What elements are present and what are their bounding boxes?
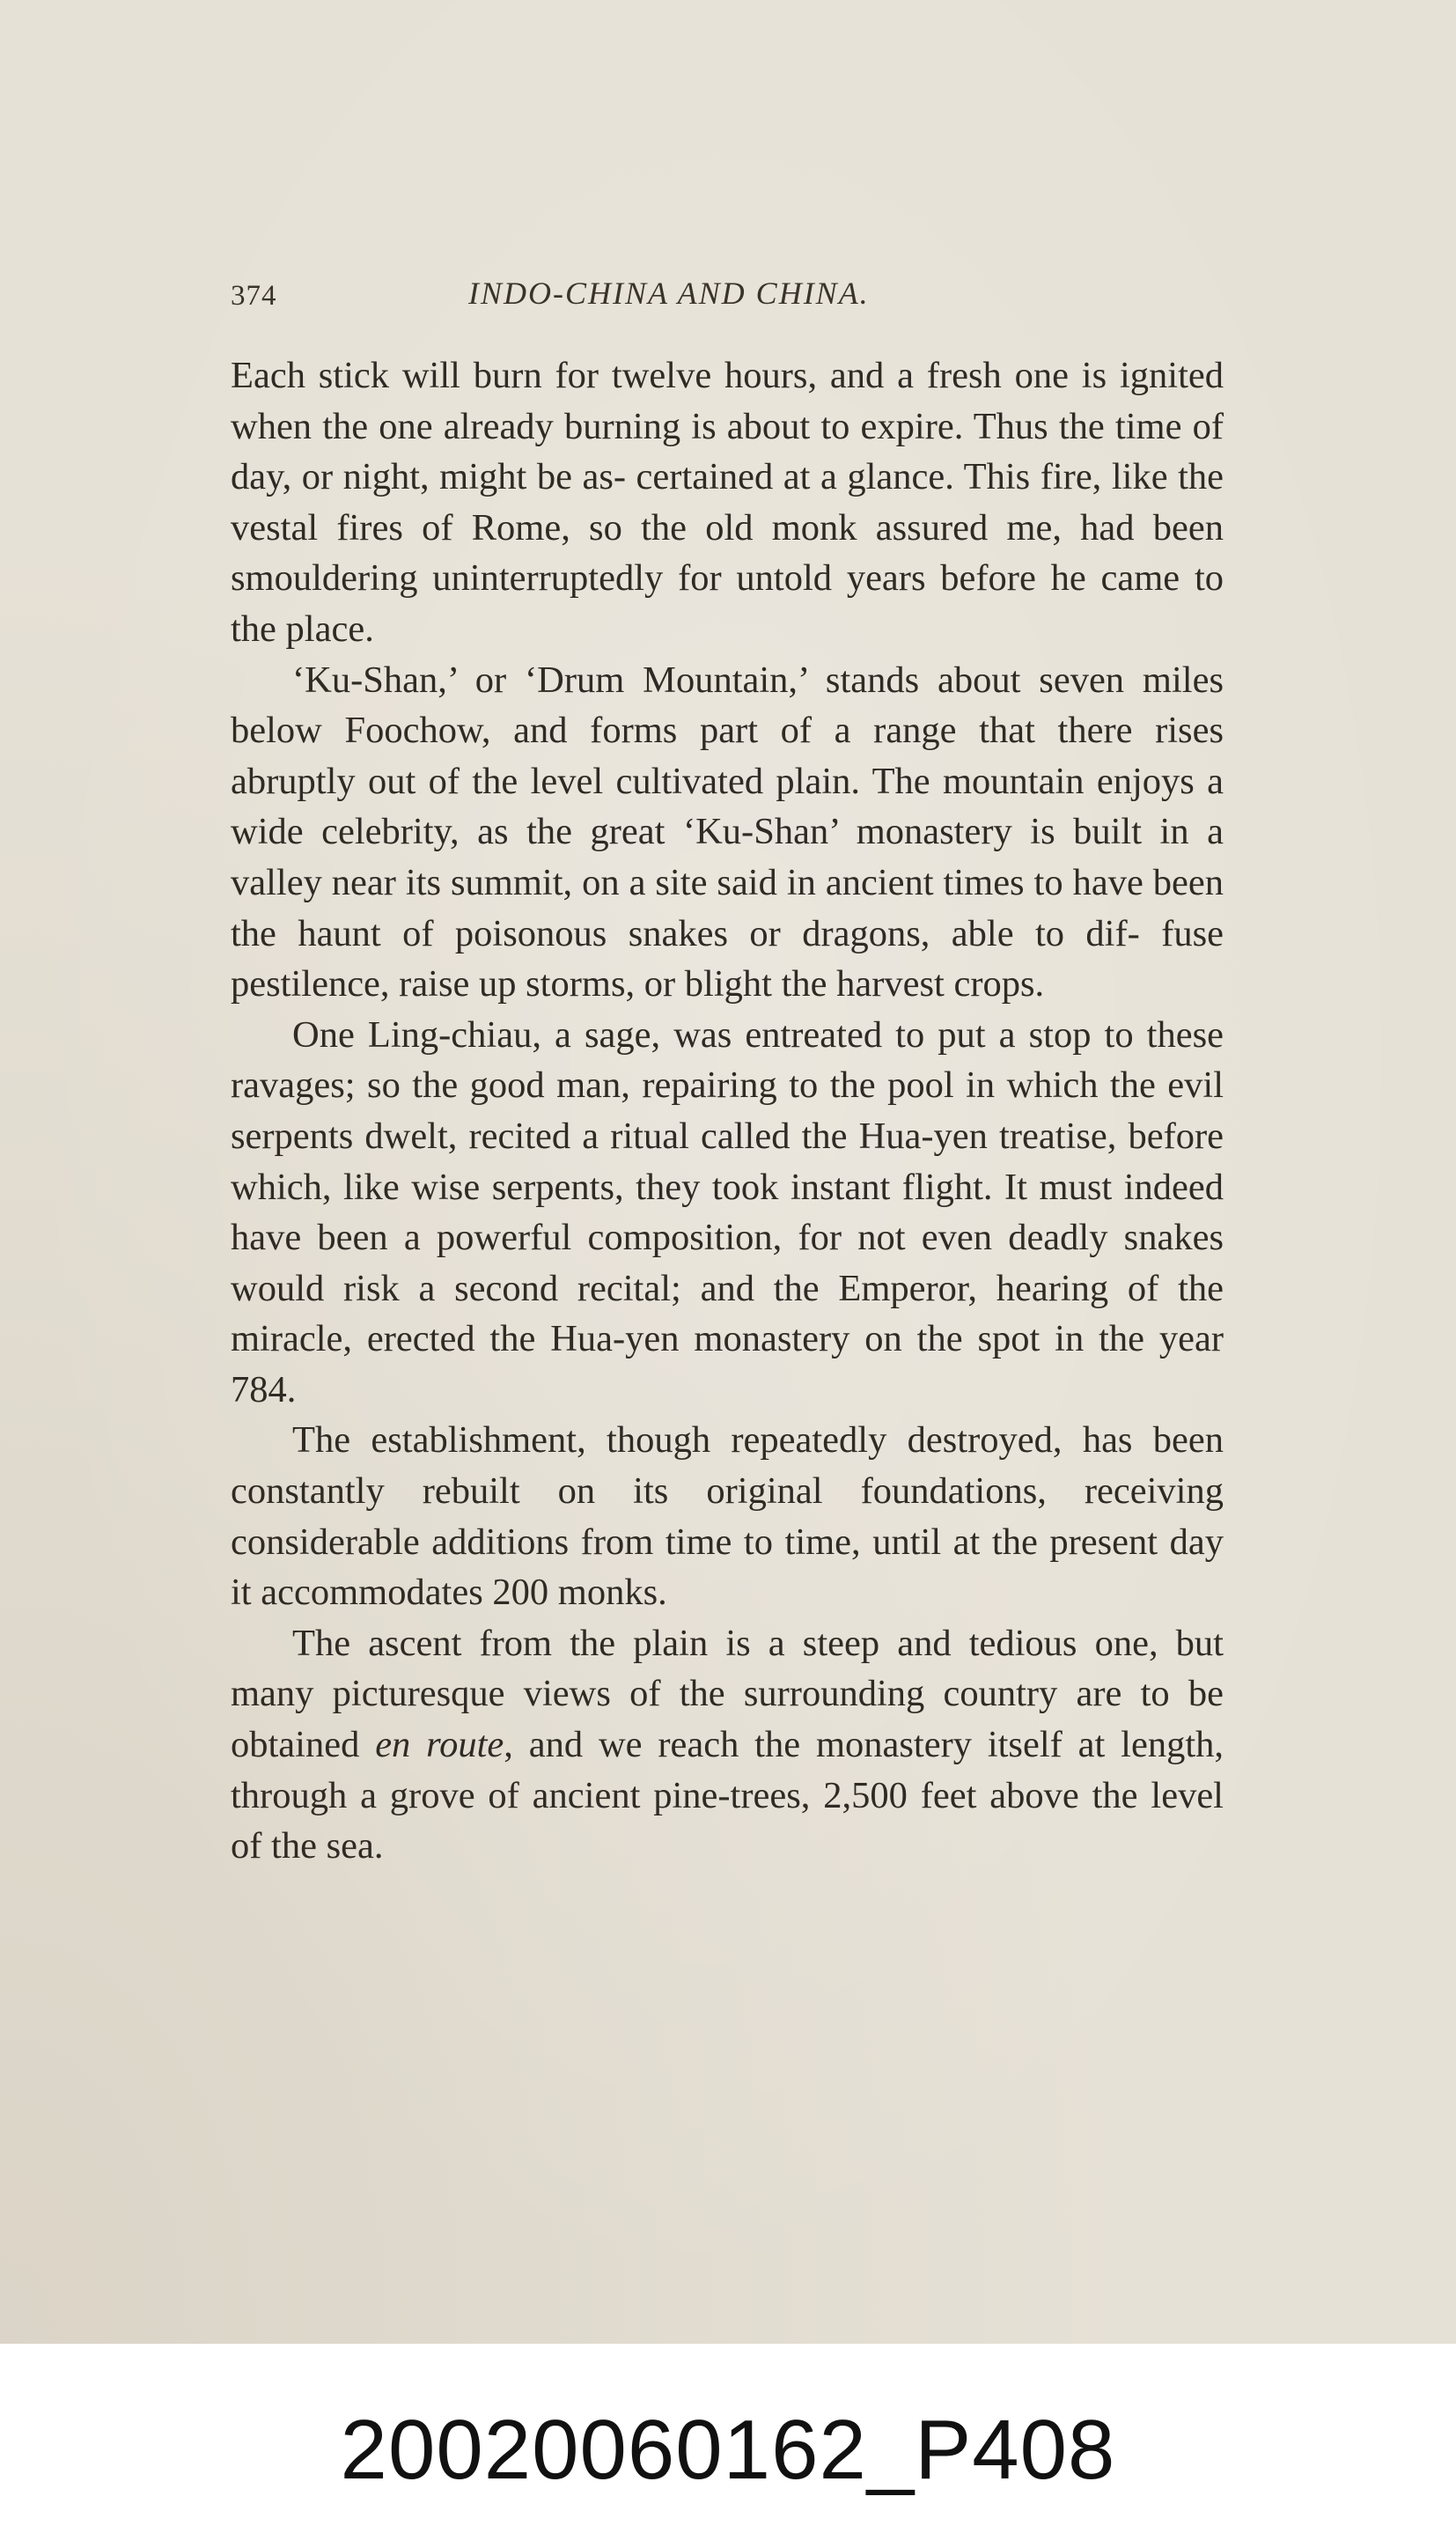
paragraph-ling-chiau: One Ling-chiau, a sage, was entreated to put a stop to these ravages; so the good man, repairing to the pool in which the evil serpents dwelt, recited a ritual called the Hua-yen treatise, before which, like wise serpents, they took instant flight. It must indeed have been a powerful composition, for not even deadly snakes would risk a second recital; and the Emperor, hearing of the miracle, erected the Hua-yen monastery on the spot in the year 784. — [231, 1013, 1224, 1410]
image-id-label: 20020060162_P408 — [340, 2403, 1116, 2497]
running-header — [231, 275, 991, 319]
paragraph-ascent — [231, 1618, 1224, 1872]
body-text — [231, 350, 1224, 1872]
paragraph-establishment: The establishment, though repeatedly destroyed, has been constantly rebuilt on its original foundations, receiving considerable additions from time to time, until at the present day it accommodates 200 monks. — [231, 1419, 1224, 1614]
ascent-text-end: , and we reach the monastery itself at length, through a grove of ancient pine-trees, 2,500 feet above the level of the sea. — [231, 1724, 1224, 1867]
ascent-text-start: The ascent from the plain is a steep and tedious one, but many picturesque views of the surrounding country are to be obtained — [231, 1622, 1224, 1766]
paragraph-stick-burning: Each stick will burn for twelve hours, and a fresh one is ignited when the one already burning is about to expire. Thus the time of day, or night, might be as- certained at a glance. This fire, like the vestal fires of Rome, so the old monk assured me, had been smouldering uninterruptedly for untold years before he came to the place. — [231, 355, 1224, 650]
italic-phrase: en route — [375, 1724, 504, 1766]
paragraph-ku-shan: ‘Ku-Shan,’ or ‘Drum Mountain,’ stands about seven miles below Foochow, and forms part of a range that there rises abruptly out of the level cultivated plain. The mountain enjoys a wide celebrity, as the great ‘Ku-Shan’ monastery is built in a valley near its summit, on a site said in ancient times to have been the haunt of poisonous snakes or dragons, able to dif- fuse pestilence, raise up storms, or blight the harvest crops. — [231, 659, 1224, 1005]
label-strip — [0, 2344, 1456, 2548]
page-number: 374 — [231, 280, 277, 312]
running-title: INDO-CHINA AND CHINA. — [468, 276, 870, 311]
